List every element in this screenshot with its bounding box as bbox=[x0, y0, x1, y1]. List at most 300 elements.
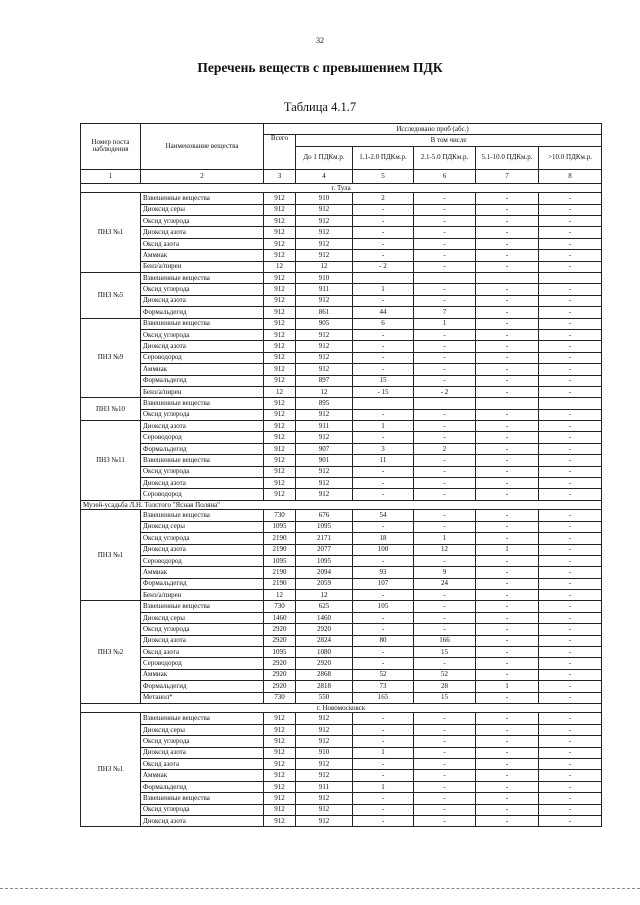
value-cell: - bbox=[539, 804, 602, 815]
substance-name: Оксид углерода bbox=[141, 329, 264, 340]
substance-name: Аммиак bbox=[141, 364, 264, 375]
value-cell: - bbox=[414, 781, 476, 792]
value-cell: 15 bbox=[414, 692, 476, 703]
value-cell: 1095 bbox=[264, 521, 296, 532]
substance-name: Диоксид азота bbox=[141, 635, 264, 646]
table-row bbox=[81, 736, 602, 747]
value-cell: - bbox=[353, 250, 414, 261]
substance-name: Взвешенные вещества bbox=[141, 318, 264, 329]
value-cell: - bbox=[476, 647, 539, 658]
value-cell: - bbox=[476, 489, 539, 500]
value-cell: - bbox=[414, 341, 476, 352]
value-cell: - bbox=[414, 590, 476, 601]
value-cell: 730 bbox=[264, 601, 296, 612]
header-total: Всего bbox=[264, 135, 296, 169]
value-cell: - bbox=[476, 759, 539, 770]
substance-name: Сероводород bbox=[141, 352, 264, 363]
substance-name: Диоксид серы bbox=[141, 612, 264, 623]
value-cell: - bbox=[539, 669, 602, 680]
value-cell: - bbox=[539, 443, 602, 454]
value-cell: - bbox=[539, 204, 602, 215]
value-cell: - bbox=[476, 375, 539, 386]
header-post: Номер поста наблюдения bbox=[81, 124, 141, 170]
table-row bbox=[81, 713, 602, 724]
table-row bbox=[81, 578, 602, 589]
col-number: 7 bbox=[476, 169, 539, 183]
value-cell: - bbox=[353, 216, 414, 227]
value-cell: - bbox=[414, 364, 476, 375]
value-cell: 912 bbox=[264, 478, 296, 489]
value-cell: - bbox=[539, 238, 602, 249]
value-cell: 44 bbox=[353, 307, 414, 318]
value-cell: - bbox=[414, 804, 476, 815]
value-cell: 1095 bbox=[296, 555, 353, 566]
table-row bbox=[81, 227, 602, 238]
value-cell: - bbox=[476, 329, 539, 340]
value-cell: - bbox=[414, 658, 476, 669]
table-row bbox=[81, 375, 602, 386]
value-cell: 2190 bbox=[264, 544, 296, 555]
value-cell: 911 bbox=[296, 421, 353, 432]
value-cell: - bbox=[476, 432, 539, 443]
substance-name: Формальдегид bbox=[141, 443, 264, 454]
table-row bbox=[81, 724, 602, 735]
header-range-3: 2.1-5.0 ПДКм.р. bbox=[414, 146, 476, 169]
substance-name: Диоксид азота bbox=[141, 341, 264, 352]
value-cell: 912 bbox=[296, 489, 353, 500]
value-cell: - bbox=[476, 250, 539, 261]
value-cell: - bbox=[539, 612, 602, 623]
value-cell: - bbox=[539, 455, 602, 466]
group-title: г. Тула bbox=[81, 183, 602, 193]
substance-name: Взвешенные вещества bbox=[141, 273, 264, 284]
value-cell: 52 bbox=[414, 669, 476, 680]
value-cell: 912 bbox=[264, 804, 296, 815]
substance-name: Бенз/а/пирен bbox=[141, 386, 264, 397]
substance-name: Диоксид азота bbox=[141, 478, 264, 489]
value-cell: - bbox=[414, 329, 476, 340]
substance-name: Диоксид серы bbox=[141, 521, 264, 532]
value-cell: - bbox=[414, 793, 476, 804]
substance-name: Взвешенные вещества bbox=[141, 713, 264, 724]
col-number: 4 bbox=[296, 169, 353, 183]
value-cell: - bbox=[539, 736, 602, 747]
value-cell: - bbox=[476, 804, 539, 815]
value-cell: - bbox=[539, 724, 602, 735]
value-cell: 912 bbox=[296, 736, 353, 747]
value-cell: 2920 bbox=[296, 624, 353, 635]
value-cell: - bbox=[353, 489, 414, 500]
table-header bbox=[81, 124, 602, 184]
value-cell: - bbox=[353, 555, 414, 566]
value-cell: - bbox=[414, 227, 476, 238]
scan-bottom-edge bbox=[0, 888, 640, 889]
value-cell: - bbox=[476, 669, 539, 680]
value-cell: 910 bbox=[296, 193, 353, 204]
value-cell: - bbox=[539, 747, 602, 758]
substance-name: Диоксид серы bbox=[141, 204, 264, 215]
value-cell: 730 bbox=[264, 692, 296, 703]
value-cell: 912 bbox=[296, 793, 353, 804]
substance-name: Оксид углерода bbox=[141, 216, 264, 227]
table-row bbox=[81, 510, 602, 521]
value-cell: 1 bbox=[414, 533, 476, 544]
table-row bbox=[81, 295, 602, 306]
value-cell: - bbox=[539, 759, 602, 770]
column-numbers-row bbox=[81, 169, 602, 183]
value-cell: - bbox=[414, 375, 476, 386]
value-cell bbox=[539, 398, 602, 409]
value-cell: 912 bbox=[264, 815, 296, 826]
table-body bbox=[81, 183, 602, 827]
value-cell: 2920 bbox=[264, 635, 296, 646]
substance-name: Аммиак bbox=[141, 250, 264, 261]
value-cell: 912 bbox=[264, 443, 296, 454]
value-cell: 12 bbox=[264, 590, 296, 601]
value-cell: - bbox=[476, 793, 539, 804]
substance-name: Бенз/а/пирен bbox=[141, 590, 264, 601]
value-cell: - bbox=[476, 295, 539, 306]
value-cell: - bbox=[414, 193, 476, 204]
value-cell: 910 bbox=[296, 273, 353, 284]
substance-name: Оксид углерода bbox=[141, 736, 264, 747]
value-cell: 912 bbox=[264, 352, 296, 363]
value-cell: - bbox=[476, 724, 539, 735]
value-cell: - bbox=[539, 432, 602, 443]
table-row bbox=[81, 409, 602, 420]
value-cell: 912 bbox=[264, 193, 296, 204]
value-cell: 907 bbox=[296, 443, 353, 454]
table-row bbox=[81, 284, 602, 295]
table-row bbox=[81, 432, 602, 443]
value-cell: 912 bbox=[264, 227, 296, 238]
value-cell: - bbox=[414, 466, 476, 477]
value-cell: 912 bbox=[264, 781, 296, 792]
value-cell: 12 bbox=[264, 386, 296, 397]
value-cell: 676 bbox=[296, 510, 353, 521]
substance-name: Диоксид азота bbox=[141, 747, 264, 758]
header-range-4: 5.1-10.0 ПДКм.р. bbox=[476, 146, 539, 169]
value-cell: - bbox=[414, 352, 476, 363]
value-cell: - bbox=[539, 781, 602, 792]
value-cell: - bbox=[476, 533, 539, 544]
value-cell: 912 bbox=[296, 409, 353, 420]
value-cell: 2190 bbox=[264, 567, 296, 578]
value-cell: 3 bbox=[353, 443, 414, 454]
group-row bbox=[81, 500, 602, 510]
substance-name: Оксид углерода bbox=[141, 466, 264, 477]
value-cell: 912 bbox=[296, 352, 353, 363]
value-cell: - bbox=[539, 307, 602, 318]
value-cell: 1 bbox=[476, 544, 539, 555]
value-cell: - bbox=[476, 635, 539, 646]
substance-name: Метанол* bbox=[141, 692, 264, 703]
value-cell: - bbox=[539, 647, 602, 658]
value-cell: - 15 bbox=[353, 386, 414, 397]
substance-name: Формальдегид bbox=[141, 681, 264, 692]
value-cell: 912 bbox=[296, 238, 353, 249]
col-number: 6 bbox=[414, 169, 476, 183]
value-cell: - bbox=[476, 284, 539, 295]
value-cell: - bbox=[476, 238, 539, 249]
value-cell: 1095 bbox=[296, 521, 353, 532]
value-cell: 1 bbox=[353, 781, 414, 792]
value-cell: - bbox=[353, 590, 414, 601]
substance-name: Оксид углерода bbox=[141, 624, 264, 635]
value-cell: 912 bbox=[264, 341, 296, 352]
value-cell: - bbox=[539, 375, 602, 386]
value-cell: 2868 bbox=[296, 669, 353, 680]
table-row bbox=[81, 647, 602, 658]
value-cell: 730 bbox=[264, 510, 296, 521]
value-cell: - bbox=[539, 770, 602, 781]
value-cell: 1095 bbox=[264, 647, 296, 658]
substance-name: Диоксид серы bbox=[141, 724, 264, 735]
value-cell: - bbox=[353, 364, 414, 375]
value-cell: 1095 bbox=[264, 555, 296, 566]
value-cell: 166 bbox=[414, 635, 476, 646]
value-cell: 912 bbox=[264, 375, 296, 386]
value-cell: - bbox=[539, 533, 602, 544]
substance-name: Взвешенные вещества bbox=[141, 510, 264, 521]
value-cell: - bbox=[476, 364, 539, 375]
value-cell: 912 bbox=[264, 724, 296, 735]
value-cell: - bbox=[353, 227, 414, 238]
value-cell: - 2 bbox=[414, 386, 476, 397]
table-row bbox=[81, 250, 602, 261]
value-cell: - bbox=[539, 329, 602, 340]
substance-name: Оксид азота bbox=[141, 238, 264, 249]
value-cell: - bbox=[476, 736, 539, 747]
value-cell: - bbox=[353, 647, 414, 658]
value-cell: - bbox=[539, 624, 602, 635]
value-cell bbox=[539, 273, 602, 284]
value-cell: - bbox=[353, 759, 414, 770]
table-row bbox=[81, 747, 602, 758]
value-cell: 2824 bbox=[296, 635, 353, 646]
substance-name: Оксид азота bbox=[141, 759, 264, 770]
value-cell: - bbox=[476, 567, 539, 578]
value-cell: 80 bbox=[353, 635, 414, 646]
table-row bbox=[81, 216, 602, 227]
value-cell: 912 bbox=[264, 466, 296, 477]
value-cell: - bbox=[476, 747, 539, 758]
post-name: ПНЗ №9 bbox=[81, 318, 141, 398]
value-cell: - bbox=[414, 421, 476, 432]
table-row bbox=[81, 567, 602, 578]
value-cell: - bbox=[476, 421, 539, 432]
value-cell: 625 bbox=[296, 601, 353, 612]
post-name: ПНЗ №11 bbox=[81, 421, 141, 501]
value-cell: - bbox=[476, 713, 539, 724]
table-row bbox=[81, 793, 602, 804]
substance-name: Сероводород bbox=[141, 658, 264, 669]
substance-name: Взвешенные вещества bbox=[141, 193, 264, 204]
value-cell: - bbox=[476, 307, 539, 318]
table-row bbox=[81, 398, 602, 409]
value-cell: - bbox=[414, 295, 476, 306]
value-cell: 912 bbox=[264, 250, 296, 261]
value-cell: - bbox=[539, 284, 602, 295]
post-name: ПНЗ №1 bbox=[81, 510, 141, 601]
value-cell: - bbox=[539, 521, 602, 532]
value-cell: - bbox=[539, 386, 602, 397]
table-row bbox=[81, 533, 602, 544]
value-cell: 11 bbox=[353, 455, 414, 466]
value-cell: - bbox=[539, 681, 602, 692]
value-cell: - bbox=[476, 692, 539, 703]
value-cell bbox=[414, 398, 476, 409]
col-number: 2 bbox=[141, 169, 264, 183]
value-cell: - bbox=[539, 421, 602, 432]
substance-name: Сероводород bbox=[141, 555, 264, 566]
value-cell: - bbox=[353, 432, 414, 443]
value-cell bbox=[476, 398, 539, 409]
value-cell: - bbox=[414, 624, 476, 635]
value-cell: 912 bbox=[264, 238, 296, 249]
value-cell: - bbox=[476, 193, 539, 204]
value-cell: - bbox=[476, 455, 539, 466]
value-cell: 912 bbox=[296, 713, 353, 724]
value-cell: 912 bbox=[264, 295, 296, 306]
value-cell: 911 bbox=[296, 781, 353, 792]
value-cell: - 2 bbox=[353, 261, 414, 272]
value-cell: 12 bbox=[414, 544, 476, 555]
value-cell: 910 bbox=[296, 747, 353, 758]
value-cell: - bbox=[414, 455, 476, 466]
table-row bbox=[81, 601, 602, 612]
page-number: 32 bbox=[316, 36, 324, 45]
value-cell: - bbox=[353, 521, 414, 532]
value-cell: - bbox=[414, 250, 476, 261]
value-cell: 912 bbox=[296, 759, 353, 770]
value-cell: 861 bbox=[296, 307, 353, 318]
substance-name: Взвешенные вещества bbox=[141, 793, 264, 804]
value-cell: - bbox=[539, 489, 602, 500]
substance-name: Диоксид азота bbox=[141, 295, 264, 306]
value-cell: 54 bbox=[353, 510, 414, 521]
header-including: В том числе bbox=[296, 135, 602, 146]
value-cell bbox=[353, 398, 414, 409]
value-cell: 912 bbox=[296, 295, 353, 306]
value-cell: 912 bbox=[296, 724, 353, 735]
value-cell: - bbox=[414, 601, 476, 612]
value-cell: - bbox=[353, 658, 414, 669]
value-cell: - bbox=[353, 713, 414, 724]
table-row bbox=[81, 307, 602, 318]
value-cell: - bbox=[414, 238, 476, 249]
value-cell: 912 bbox=[264, 398, 296, 409]
table-row bbox=[81, 273, 602, 284]
value-cell: 912 bbox=[264, 307, 296, 318]
value-cell: - bbox=[414, 713, 476, 724]
substances-table bbox=[80, 123, 602, 827]
post-name: ПНЗ №5 bbox=[81, 273, 141, 319]
value-cell: - bbox=[414, 770, 476, 781]
value-cell: 912 bbox=[264, 216, 296, 227]
value-cell: - bbox=[353, 329, 414, 340]
value-cell: 912 bbox=[264, 318, 296, 329]
value-cell: - bbox=[539, 466, 602, 477]
value-cell: 912 bbox=[296, 216, 353, 227]
value-cell: - bbox=[539, 601, 602, 612]
table-row bbox=[81, 681, 602, 692]
post-name: ПНЗ №1 bbox=[81, 713, 141, 827]
value-cell: 100 bbox=[353, 544, 414, 555]
value-cell: 912 bbox=[264, 409, 296, 420]
value-cell: - bbox=[414, 510, 476, 521]
value-cell: 912 bbox=[264, 273, 296, 284]
value-cell: - bbox=[539, 478, 602, 489]
substance-name: Формальдегид bbox=[141, 375, 264, 386]
table-row bbox=[81, 635, 602, 646]
value-cell: - bbox=[353, 804, 414, 815]
value-cell: - bbox=[414, 759, 476, 770]
substance-name: Оксид углерода bbox=[141, 409, 264, 420]
value-cell: - bbox=[414, 478, 476, 489]
value-cell: - bbox=[539, 567, 602, 578]
substance-name: Диоксид азота bbox=[141, 815, 264, 826]
value-cell: - bbox=[539, 793, 602, 804]
value-cell: - bbox=[539, 295, 602, 306]
col-number: 3 bbox=[264, 169, 296, 183]
value-cell: 912 bbox=[296, 432, 353, 443]
table-row bbox=[81, 193, 602, 204]
value-cell: 2 bbox=[414, 443, 476, 454]
value-cell: - bbox=[353, 295, 414, 306]
value-cell: 93 bbox=[353, 567, 414, 578]
value-cell: 2190 bbox=[264, 578, 296, 589]
table-row bbox=[81, 341, 602, 352]
table-row bbox=[81, 364, 602, 375]
value-cell: 912 bbox=[264, 770, 296, 781]
value-cell: 1460 bbox=[264, 612, 296, 623]
value-cell: - bbox=[476, 204, 539, 215]
value-cell: 1 bbox=[353, 747, 414, 758]
header-range-5: >10.0 ПДКм.р. bbox=[539, 146, 602, 169]
value-cell: 912 bbox=[296, 204, 353, 215]
value-cell: 912 bbox=[264, 455, 296, 466]
table-row bbox=[81, 612, 602, 623]
value-cell: 911 bbox=[296, 284, 353, 295]
value-cell: - bbox=[414, 555, 476, 566]
value-cell: - bbox=[539, 555, 602, 566]
value-cell: - bbox=[414, 747, 476, 758]
value-cell: - bbox=[476, 318, 539, 329]
value-cell: 1 bbox=[353, 421, 414, 432]
substance-name: Диоксид азота bbox=[141, 544, 264, 555]
value-cell: - bbox=[414, 612, 476, 623]
value-cell: 2920 bbox=[264, 624, 296, 635]
value-cell: - bbox=[414, 409, 476, 420]
value-cell: - bbox=[539, 590, 602, 601]
value-cell: - bbox=[476, 510, 539, 521]
value-cell: 912 bbox=[296, 466, 353, 477]
value-cell: 912 bbox=[296, 804, 353, 815]
table-row bbox=[81, 261, 602, 272]
value-cell: 905 bbox=[296, 318, 353, 329]
value-cell: - bbox=[476, 409, 539, 420]
value-cell: - bbox=[539, 409, 602, 420]
value-cell: 1080 bbox=[296, 647, 353, 658]
table-row bbox=[81, 624, 602, 635]
table-row bbox=[81, 815, 602, 826]
value-cell: - bbox=[476, 590, 539, 601]
value-cell: 912 bbox=[264, 489, 296, 500]
value-cell: 2920 bbox=[296, 658, 353, 669]
table-row bbox=[81, 781, 602, 792]
value-cell: 1 bbox=[476, 681, 539, 692]
